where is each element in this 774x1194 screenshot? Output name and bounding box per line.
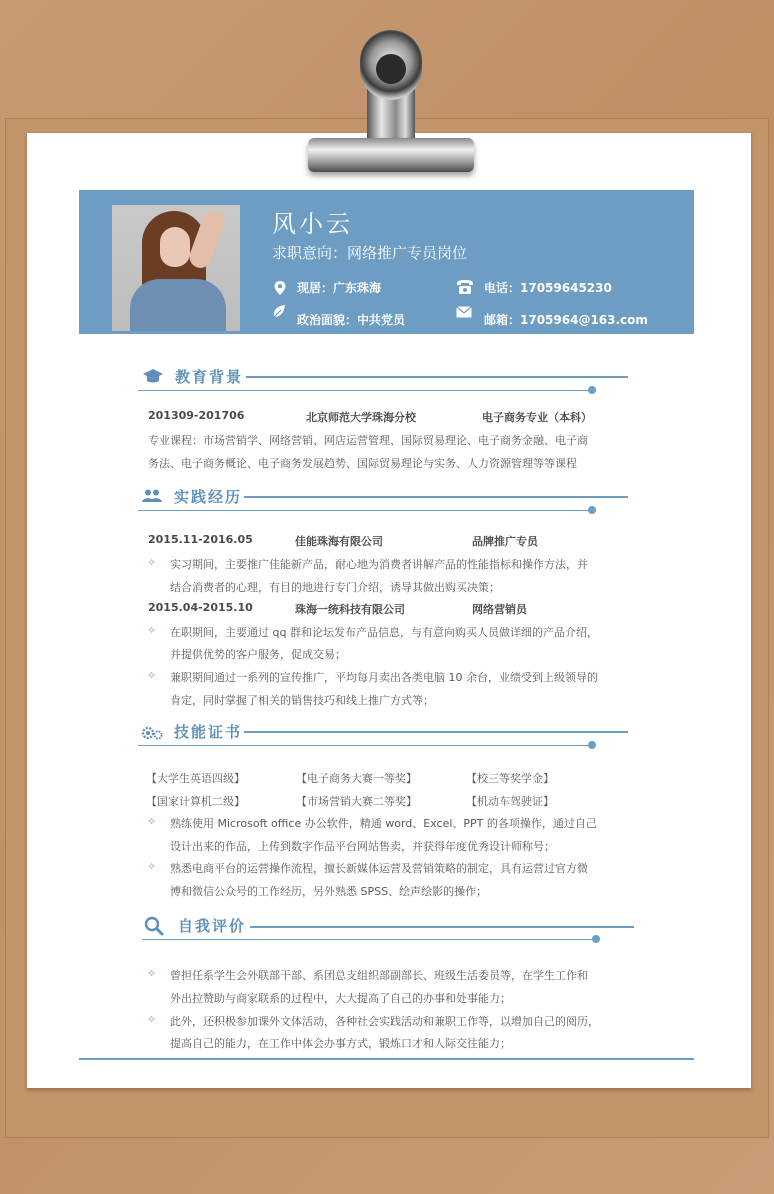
footer-rule xyxy=(79,1058,694,1060)
phone-icon xyxy=(456,279,474,295)
education-courses-line2: 务法、电子商务概论、电子商务发展趋势、国际贸易理论与实务、人力资源管理等等课程 xyxy=(148,457,577,470)
job2-company: 珠海一统科技有限公司 xyxy=(295,603,405,616)
bullet-icon: ✧ xyxy=(147,669,157,682)
job-intent: 求职意向：网络推广专员岗位 xyxy=(272,244,468,262)
skill2-line1: 熟悉电商平台的运营操作流程，擅长新媒体运营及营销策略的制定，具有运营过官方微 xyxy=(170,862,588,875)
bullet-icon: ✧ xyxy=(147,556,157,569)
self1-line2: 外出拉赞助与商家联系的过程中，大大提高了自己的办事和处事能力； xyxy=(170,992,511,1005)
profile-photo xyxy=(112,205,240,331)
skills-title: 技能证书 xyxy=(174,723,243,741)
bullet-icon: ✧ xyxy=(147,815,157,828)
cert-item: 【国家计算机二级】 xyxy=(146,795,245,808)
skill1-line1: 熟练使用 Microsoft office 办公软件，精通 word、Excel、PPT 的各项操作，通过自己 xyxy=(170,817,597,830)
job2-role: 网络营销员 xyxy=(472,603,527,616)
bullet-icon: ✧ xyxy=(147,967,157,980)
practice-title-rule xyxy=(244,496,628,498)
bullet-icon: ✧ xyxy=(147,624,157,637)
leaf-icon xyxy=(271,304,287,320)
self2-line2: 提高自己的能力，在工作中体会办事方式，锻炼口才和人际交往能力； xyxy=(170,1037,511,1050)
cert-item: 【大学生英语四级】 xyxy=(146,772,245,785)
job1-role: 品牌推广专员 xyxy=(472,535,538,548)
email-icon xyxy=(456,304,472,320)
job1-desc-line2: 结合消费者的心理，有目的地进行专门介绍，诱导其做出购买决策； xyxy=(170,581,500,594)
cert-item: 【市场营销大赛二等奖】 xyxy=(296,795,417,808)
gears-icon xyxy=(140,725,164,741)
search-icon xyxy=(144,916,164,936)
job1-period: 2015.11-2016.05 xyxy=(148,533,253,546)
practice-rule-dot xyxy=(588,506,596,514)
education-title-rule xyxy=(246,376,628,378)
education-school: 北京师范大学珠海分校 xyxy=(306,411,416,424)
self2-line1: 此外，还积极参加课外文体活动，各种社会实践活动和兼职工作等，以增加自己的阅历， xyxy=(170,1015,599,1028)
bullet-icon: ✧ xyxy=(147,860,157,873)
education-under-rule xyxy=(138,390,592,391)
education-courses-line1: 专业课程：市场营销学、网络营销、网店运营管理、国际贸易理论、电子商务金融、电子商 xyxy=(148,434,588,447)
location-icon xyxy=(272,280,288,296)
email-text: 邮箱：1705964@163.com xyxy=(484,313,648,327)
practice-under-rule xyxy=(138,510,592,511)
skills-under-rule xyxy=(138,745,592,746)
cert-item: 【电子商务大赛一等奖】 xyxy=(296,772,417,785)
bullet-icon: ✧ xyxy=(147,1013,157,1026)
education-major: 电子商务专业（本科） xyxy=(482,411,592,424)
practice-title: 实践经历 xyxy=(174,488,243,506)
phone-text: 电话：17059645230 xyxy=(484,281,612,295)
people-icon xyxy=(141,488,163,504)
skills-title-rule xyxy=(244,731,628,733)
skill2-line2: 博和微信公众号的工作经历，另外熟悉 SPSS、绘声绘影的操作； xyxy=(170,885,488,898)
clip-base xyxy=(308,138,474,172)
cert-item: 【校三等奖学金】 xyxy=(466,772,554,785)
clip-ring-hole xyxy=(376,54,406,84)
education-rule-dot xyxy=(588,386,596,394)
self1-line1: 曾担任系学生会外联部干部、系团总支组织部副部长、班级生活委员等，在学生工作和 xyxy=(170,969,588,982)
skills-rule-dot xyxy=(588,741,596,749)
graduation-cap-icon xyxy=(142,368,164,384)
candidate-name: 风小云 xyxy=(272,210,353,238)
location-text: 现居：广东珠海 xyxy=(297,281,382,295)
education-title: 教育背景 xyxy=(175,368,244,386)
job2-desc1-line1: 在职期间，主要通过 qq 群和论坛发布产品信息，与有意向购买人员做详细的产品介绍， xyxy=(170,626,598,639)
job1-company: 佳能珠海有限公司 xyxy=(295,535,383,548)
self-rule-dot xyxy=(592,935,600,943)
job2-desc1-line2: 并提供优势的客户服务，促成交易； xyxy=(170,648,346,661)
education-period: 201309-201706 xyxy=(148,409,245,422)
cert-item: 【机动车驾驶证】 xyxy=(466,795,554,808)
self-under-rule xyxy=(142,939,596,940)
self-title-rule xyxy=(250,926,634,928)
self-title: 自我评价 xyxy=(178,917,247,935)
politics-text: 政治面貌：中共党员 xyxy=(297,313,406,327)
skill1-line2: 设计出来的作品，上传到数字作品平台网站售卖，并获得年度优秀设计师称号； xyxy=(170,840,555,853)
job2-period: 2015.04-2015.10 xyxy=(148,601,253,614)
job2-desc2-line1: 兼职期间通过一系列的宣传推广，平均每月卖出各类电脑 10 余台，业绩受到上级领导的 xyxy=(170,671,598,684)
job2-desc2-line2: 肯定，同时掌握了相关的销售技巧和线上推广方式等； xyxy=(170,694,434,707)
job1-desc-line1: 实习期间，主要推广佳能新产品，耐心地为消费者讲解产品的性能指标和操作方法，并 xyxy=(170,558,588,571)
